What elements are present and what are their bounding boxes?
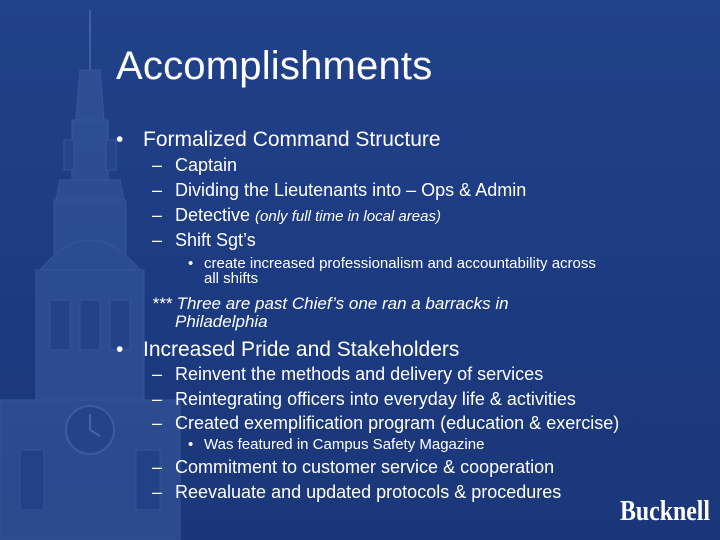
item-text: Shift Sgt’s (175, 230, 256, 250)
bullet-marker: • (188, 436, 194, 453)
dash-marker: – (152, 180, 163, 200)
item-text: Dividing the Lieutenants into – Ops & Admin (175, 180, 527, 200)
note-line: *** Three are past Chief’s one ran a barracks in (152, 294, 509, 313)
item-text: Captain (175, 155, 238, 175)
logo-wordmark: Bucknell (620, 496, 711, 527)
dash-marker: – (152, 205, 163, 225)
sub-bullet-line: create increased professionalism and accountability across (204, 255, 596, 272)
section1-item (175, 230, 256, 251)
sub-bullet-line: all shifts (204, 270, 259, 287)
section2-heading: Increased Pride and Stakeholders (143, 338, 460, 361)
section1-item (175, 180, 526, 201)
dash-marker: – (152, 155, 163, 175)
section1-heading: Formalized Command Structure (143, 128, 441, 151)
section1-item (175, 205, 441, 226)
dash-marker: – (152, 230, 163, 250)
bullet-marker: • (116, 128, 124, 151)
dash-marker: – (152, 413, 163, 433)
dash-marker: – (152, 482, 163, 502)
bullet-marker: • (188, 255, 194, 272)
section2-item: Reevaluate and updated protocols & procedures (175, 482, 562, 502)
dash-marker: – (152, 364, 163, 384)
dash-marker: – (152, 389, 163, 409)
section2-item: Reintegrating officers into everyday life & activities (175, 389, 576, 409)
dash-marker: – (152, 457, 163, 477)
section2-item: Commitment to customer service & cooperation (175, 457, 555, 477)
note-line: Philadelphia (175, 312, 268, 331)
slide-title: Accomplishments (116, 44, 433, 88)
section2-item: Reinvent the methods and delivery of services (175, 364, 544, 384)
item-note: (only full time in local areas) (255, 208, 441, 225)
item-text: Detective (175, 205, 256, 225)
section2-item: Created exemplification program (education & exercise) (175, 413, 620, 433)
section1-item (175, 155, 237, 176)
bucknell-logo (618, 488, 714, 528)
bullet-marker: • (116, 338, 124, 361)
sub-bullet-line: Was featured in Campus Safety Magazine (204, 436, 485, 453)
